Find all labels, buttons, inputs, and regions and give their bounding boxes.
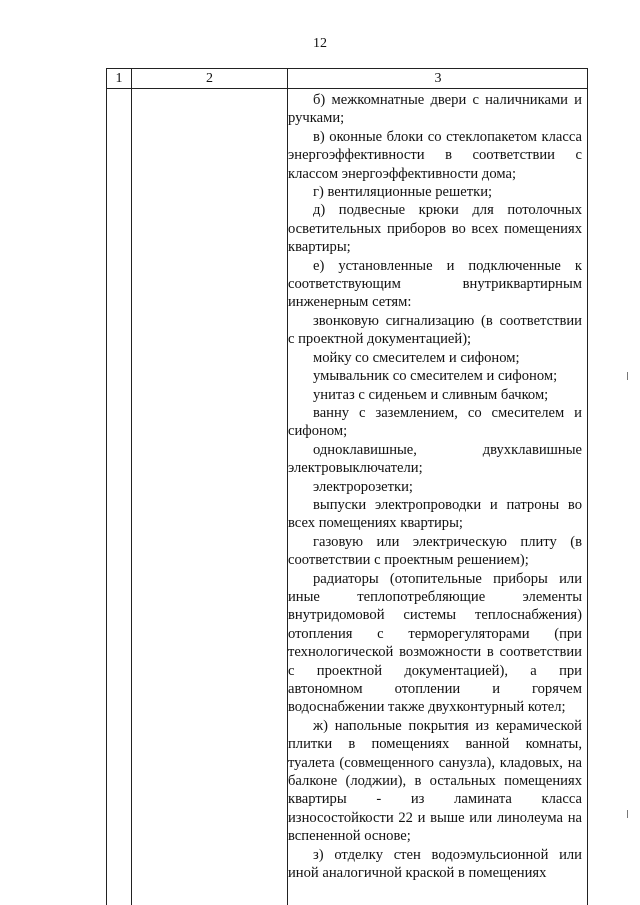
column-3-content <box>288 91 582 882</box>
paragraph: ванну с заземлением, со смесителем и сифоном; <box>288 404 582 440</box>
paragraph: мойку со смесителем и сифоном; <box>313 349 520 366</box>
header-col-2: 2 <box>206 71 213 86</box>
paragraph: электророзетки; <box>313 478 413 495</box>
paragraph: г) вентиляционные решетки; <box>313 184 493 201</box>
paragraph: радиаторы (отопительные приборы или иные теплопотребляющие элементы внутридомовой системы теплоснабжения) отопления с терморегуляторами (при технологической возможности в соответствии с проектной документацией), а при автономном отоплении и горячем водоснабжении также двухконтурный котел; <box>288 570 582 716</box>
requirements-table <box>106 68 588 905</box>
paragraph: в) оконные блоки со стеклопакетом класса энергоэффективности в соответствии с классом энергоэффективности дома; <box>288 128 582 182</box>
paragraph: д) подвесные крюки для потолочных осветительных приборов во всех помещениях квартиры; <box>288 202 582 256</box>
scan-mark <box>627 372 628 380</box>
header-col-1: 1 <box>115 71 123 86</box>
page-number: 12 <box>313 36 327 51</box>
paragraph: унитаз с сиденьем и сливным бачком; <box>313 386 549 403</box>
scan-mark <box>627 810 628 818</box>
paragraph: выпуски электропроводки и патроны во всех помещениях квартиры; <box>288 496 582 532</box>
paragraph: умывальник со смесителем и сифоном; <box>313 368 558 385</box>
paragraph: б) межкомнатные двери с наличниками и ручками; <box>288 92 582 127</box>
paragraph: одноклавишные, двухклавишные электровыключатели; <box>288 441 582 477</box>
paragraph: звонковую сигнализацию (в соответствии с проектной документацией); <box>288 312 582 348</box>
table-header-row <box>107 69 587 89</box>
paragraph: ж) напольные покрытия из керамической плитки в помещениях ванной комнаты, туалета (совмещенного санузла), кладовых, на балконе (лоджии), в остальных помещениях квартиры - из ламината класса износостойкости 22 и выше или линолеума на вспененной основе; <box>288 717 582 845</box>
header-col-3: 3 <box>434 71 442 86</box>
paragraph: е) установленные и подключенные к соответствующим внутриквартирным инженерным сетям: <box>288 257 582 311</box>
paragraph: з) отделку стен водоэмульсионной или иной аналогичной краской в помещениях <box>288 846 582 882</box>
column-divider-1 <box>131 69 132 905</box>
paragraph: газовую или электрическую плиту (в соответствии с проектным решением); <box>288 533 582 569</box>
